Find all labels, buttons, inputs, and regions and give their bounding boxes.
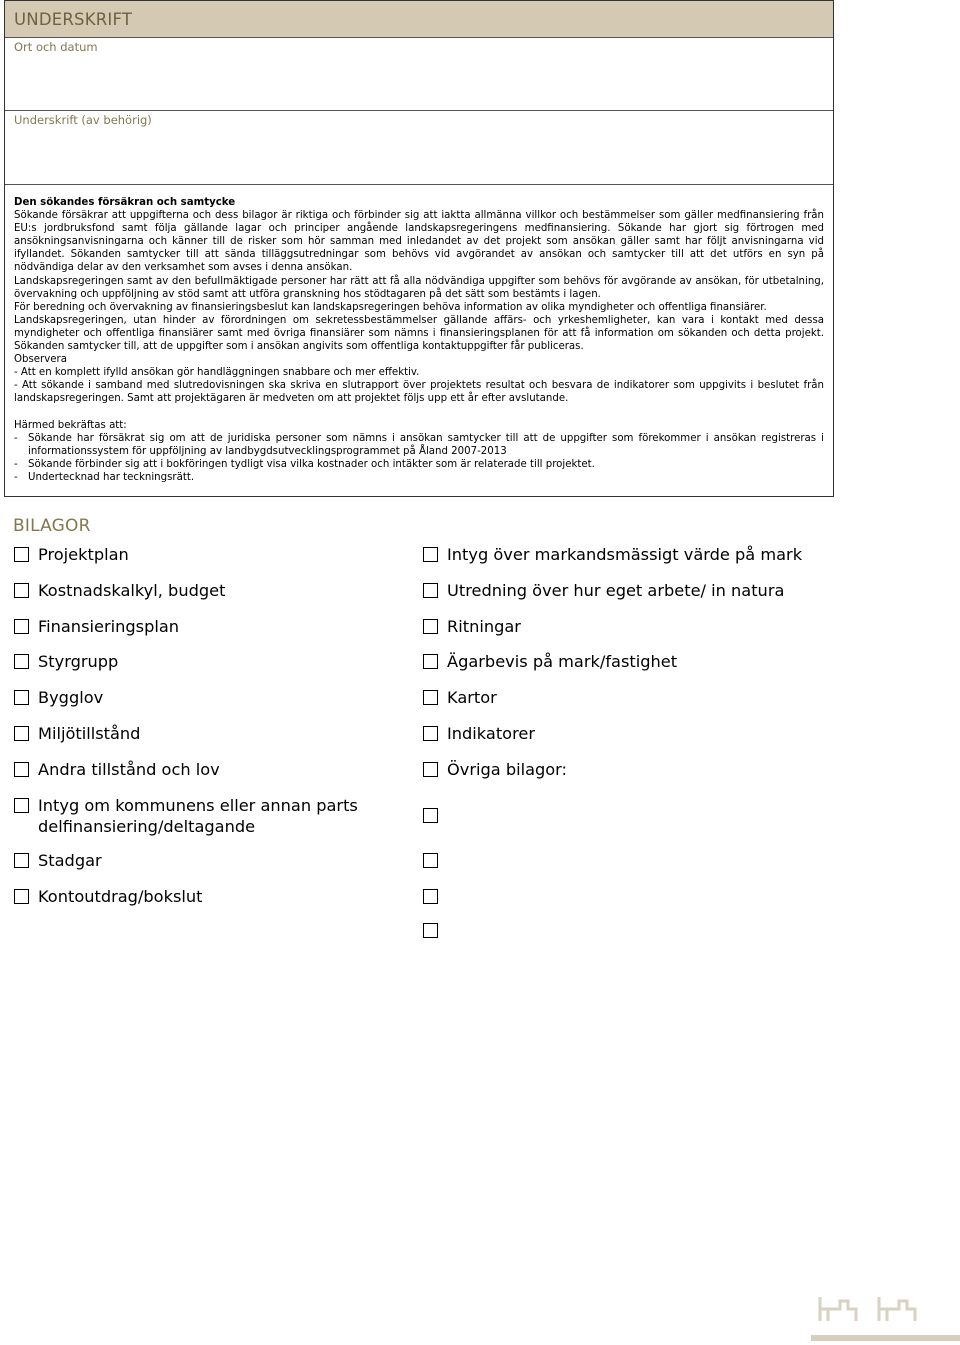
footer-bar: [811, 1335, 960, 1341]
checkbox[interactable]: [14, 690, 29, 705]
checkbox[interactable]: [14, 547, 29, 562]
bilagor-heading: BILAGOR: [13, 516, 91, 536]
checkbox[interactable]: [423, 762, 438, 777]
attachment-checkbox-item[interactable]: [423, 851, 447, 868]
checkbox-label: Projektplan: [38, 545, 129, 564]
checkbox-label: Intyg om kommunens eller annan parts delfinansiering/deltagande: [38, 796, 358, 836]
checkbox[interactable]: [423, 547, 438, 562]
checkbox[interactable]: [423, 923, 438, 938]
checkbox[interactable]: [423, 808, 438, 823]
section-title: UNDERSKRIFT: [14, 10, 133, 29]
checkbox-label: Utredning över hur eget arbete/ in natura: [447, 581, 785, 600]
declaration-paragraph: Landskapsregeringen, utan hinder av förordningen om sekretessbestämmelser gällande affärs- och yrkeshemligheter, kan vara i kontakt med dessa myndigheter och offentliga finansiärer samt med övriga finansiärer som nämns i finansieringsplanen för att få information om sökanden och detta projekt. Sökanden samtycker till, att de uppgifter som i ansökan angivits som offentliga kontaktuppgifter får publiceras.: [14, 314, 824, 353]
checkbox[interactable]: [423, 853, 438, 868]
checkbox[interactable]: [423, 690, 438, 705]
checkbox-label: Miljötillstånd: [38, 724, 141, 743]
checkbox-label: Ägarbevis på mark/fastighet: [447, 652, 678, 671]
checkbox[interactable]: [14, 853, 29, 868]
signature-field[interactable]: [5, 111, 833, 185]
attachment-checkbox-item[interactable]: [14, 796, 384, 837]
checkbox[interactable]: [14, 654, 29, 669]
checkbox-label: Kontoutdrag/bokslut: [38, 887, 203, 906]
checkbox[interactable]: [14, 583, 29, 598]
attachment-checkbox-item[interactable]: [423, 688, 497, 709]
checkbox[interactable]: [14, 726, 29, 741]
checkbox[interactable]: [14, 619, 29, 634]
attachment-checkbox-item[interactable]: [423, 887, 447, 904]
declaration-paragraph: Landskapsregeringen samt av den befullmäktigade personer har rätt att få alla nödvändiga uppgifter som behövs för avgörande av ansökan, för utbetalning, övervakning och uppföljning av stöd samt att utföra granskning hos stödtagaren på det sätt som bestämts i lagen.: [14, 275, 824, 300]
checkbox-label: Övriga bilagor:: [447, 760, 568, 779]
place-date-label: Ort och datum: [14, 40, 98, 54]
checkbox-label: Kostnadskalkyl, budget: [38, 581, 226, 600]
declaration-paragraph: För beredning och övervakning av finansieringsbeslut kan landskapsregeringen behöva information av olika myndigheter och offentliga finansiärer.: [14, 301, 767, 313]
attachment-checkbox-item[interactable]: [14, 617, 179, 638]
attachment-checkbox-item[interactable]: [423, 617, 521, 638]
checkbox-label: Kartor: [447, 688, 497, 707]
checkbox[interactable]: [423, 619, 438, 634]
checkbox-label: Ritningar: [447, 617, 521, 636]
attachment-checkbox-item[interactable]: [14, 724, 140, 745]
attachment-checkbox-item[interactable]: [14, 581, 225, 602]
checkbox-label: Styrgrupp: [38, 652, 119, 671]
declaration-paragraph: Sökande försäkrar att uppgifterna och dess bilagor är riktiga och förbinder sig att iaktta allmänna villkor och bestämmelser som gäller medfinansiering från EU:s jordbruksfond samt följa gällande lagar och principer angående landskapsregeringens medfinansiering. Sökande har gjort sig förtrogen med ansökningsanvisningarna och känner till de risker som hör samman med inledandet av det projekt som ansökan gäller samt har följt anvisningarna vid ifyllandet. Sökanden samtycker till att sända tilläggsutredningar som behövs vid avgörandet av ansökan och samtycker till att det utförs en syn på nödvändiga delar av den verksamhet som avses i denna ansökan.: [14, 210, 824, 274]
attachment-checkbox-item[interactable]: [423, 724, 535, 745]
checkbox[interactable]: [14, 889, 29, 904]
signature-label: Underskrift (av behörig): [14, 113, 152, 127]
attachment-checkbox-item[interactable]: [14, 851, 102, 872]
chair-logo-icon: [877, 1295, 919, 1323]
attachment-checkbox-item[interactable]: [423, 921, 447, 938]
checkbox-label: Indikatorer: [447, 724, 535, 743]
declaration-text: [5, 185, 833, 496]
checkbox-label: Bygglov: [38, 688, 104, 707]
attachment-checkbox-item[interactable]: [14, 887, 203, 908]
checkbox[interactable]: [423, 889, 438, 904]
observera-heading: Observera: [14, 354, 67, 366]
checkbox[interactable]: [423, 654, 438, 669]
signature-form: [4, 0, 834, 497]
attachment-checkbox-item[interactable]: [423, 806, 447, 823]
attachment-checkbox-item[interactable]: [14, 652, 118, 673]
checkbox-label: Intyg över markandsmässigt värde på mark: [447, 545, 803, 564]
attachment-checkbox-item[interactable]: [423, 760, 567, 781]
checkbox-label: Andra tillstånd och lov: [38, 760, 220, 779]
checkbox[interactable]: [14, 762, 29, 777]
attachment-checkbox-item[interactable]: [423, 581, 784, 602]
attachment-checkbox-item[interactable]: [14, 545, 129, 566]
confirm-item: - Sökande har försäkrat sig om att de juridiska personer som nämns i ansökan samtycker till att de uppgifter som förekommer i ansökan registreras i informationssystem för uppföljning av landbygdsutvecklingsprogrammet på Åland 2007-2013: [14, 432, 824, 457]
confirm-item: - Sökande förbinder sig att i bokföringen tydligt visa vilka kostnader och intäkter som är relaterade till projektet.: [14, 458, 595, 470]
confirm-item: - Undertecknad har teckningsrätt.: [14, 471, 195, 483]
signature-section-header: [5, 1, 833, 38]
checkbox-label: Stadgar: [38, 851, 102, 870]
declaration-title: Den sökandes försäkran och samtycke: [14, 197, 236, 208]
attachment-checkbox-item[interactable]: [14, 688, 103, 709]
confirm-heading: Härmed bekräftas att:: [14, 419, 127, 431]
place-date-field[interactable]: [5, 38, 833, 111]
checkbox[interactable]: [14, 798, 29, 813]
checkbox-label: Finansieringsplan: [38, 617, 180, 636]
chair-logo-icon: [818, 1295, 860, 1323]
checkbox[interactable]: [423, 726, 438, 741]
attachment-checkbox-item[interactable]: [423, 545, 802, 566]
attachment-checkbox-item[interactable]: [14, 760, 220, 781]
observera-item: - Att en komplett ifylld ansökan gör handläggningen snabbare och mer effektiv.: [14, 367, 420, 379]
checkbox[interactable]: [423, 583, 438, 598]
attachment-checkbox-item[interactable]: [423, 652, 677, 673]
observera-item: - Att sökande i samband med slutredovisningen ska skriva en slutrapport över projektets resultat och besvara de indikatorer som uppgivits i beslutet från landskapsregeringen. Samt att projektägaren är medveten om att projektet följs upp ett år efter avslutande.: [14, 380, 824, 405]
